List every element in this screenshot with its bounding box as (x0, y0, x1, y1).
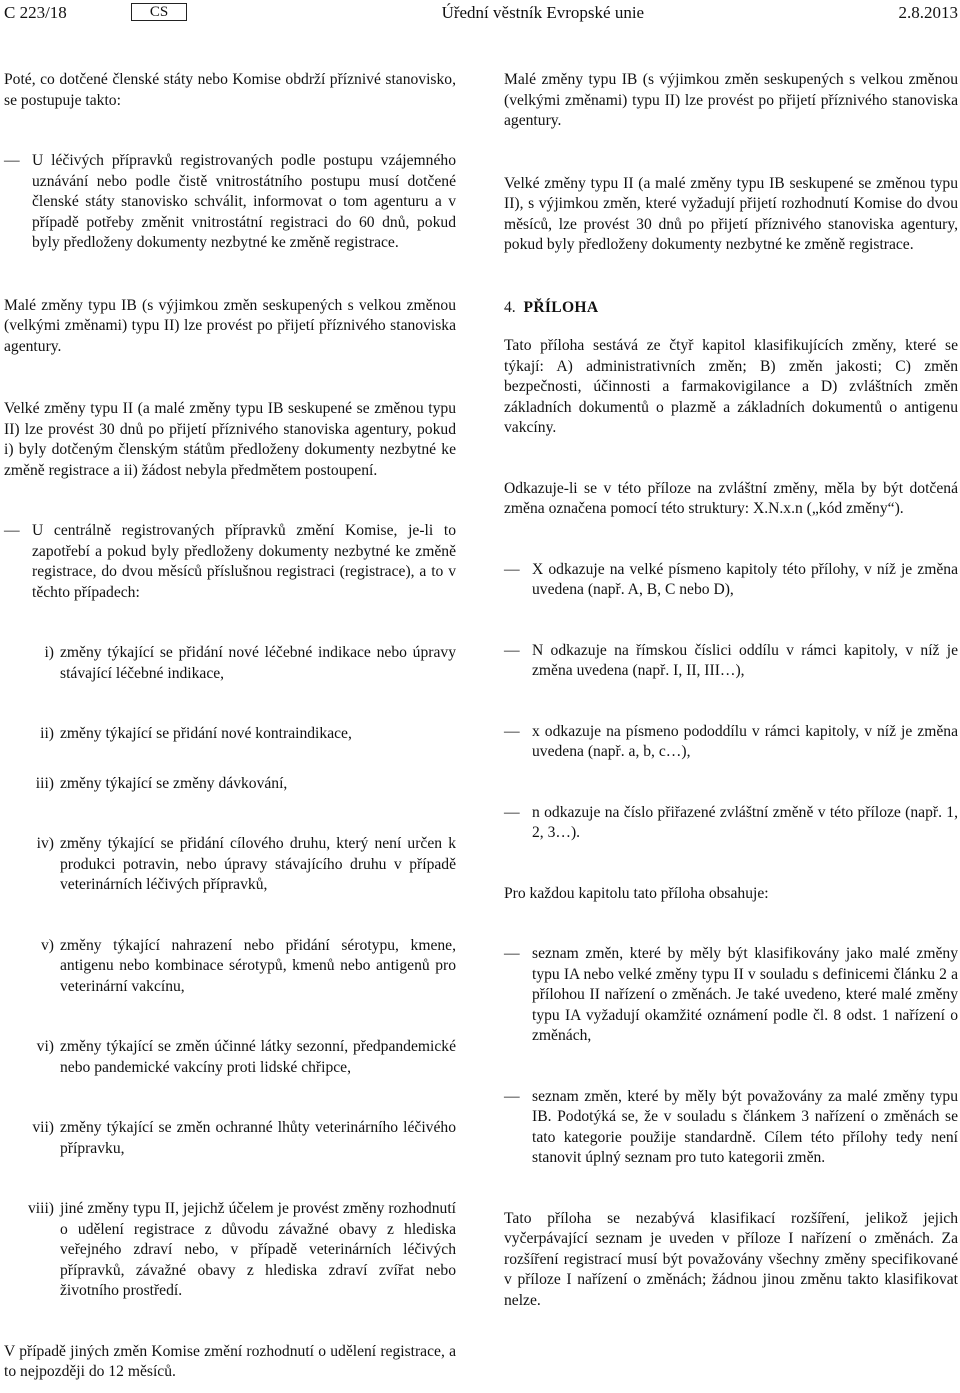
dash-mark: — (504, 1087, 520, 1105)
page-header (4, 0, 958, 29)
contents-item-text: seznam změn, které by měly být považovány za malé změny typu IB. Podotýká se, že v souladu s článkem 3 nařízení o změnách se tato kategorie použije standardně. Cílem této přílohy tedy není stanovit úplný seznam pro tuto kategorii změn. (532, 1087, 958, 1166)
dash-item-central-registration (4, 521, 456, 603)
dash-text: U centrálně registrovaných přípravků změní Komise, je-li to zapotřebí a pokud byly předloženy dokumenty nezbytné ke změně registrace, do dvou měsíců příslušnou registraci (registrace), a to v těchto případech: (32, 522, 456, 601)
dash-mark: — (504, 945, 520, 962)
list-item-text: jiné změny typu II, jejichž účelem je provést změny rozhodnutí o udělení registrace z důvodu závažné obavy z hlediska veřejného zdraví nebo, v případě veterinárních léčivých přípravků, závažné obavy z hlediska zdraví zvířat nebo životního prostředí. (60, 1200, 456, 1299)
right-column (504, 70, 958, 1311)
dash-item-mutual-recognition (4, 151, 456, 254)
list-item-text: změny týkající se přidání nové kontraindikace, (60, 725, 352, 742)
list-item (4, 724, 456, 745)
list-item-number: v) (41, 936, 54, 954)
list-item-text: změny týkající se změn účinné látky sezonní, předpandemické nebo pandemické vakcíny proti lidské chřipce, (60, 1038, 456, 1076)
code-item-text: x odkazuje na písmeno pododdílu v rámci kapitoly, v níž je změna uvedena (např. a, b, c…), (532, 722, 958, 760)
list-item-number: viii) (28, 1200, 54, 1217)
list-item (4, 774, 456, 795)
list-item-text: změny týkající nahrazení nebo přidání sérotypu, kmene, antigenu nebo kombinace sérotypů, kmenů nebo antigenů pro veterinární vakcínu, (60, 936, 456, 995)
header-left (4, 3, 187, 23)
list-item-number: iv) (36, 835, 54, 852)
dash-mark: — (504, 641, 520, 659)
section-heading (504, 298, 958, 319)
code-item (504, 641, 958, 682)
dash-mark: — (504, 803, 520, 821)
list-item-text: změny týkající se změny dávkování, (60, 774, 288, 792)
intro-paragraph: Poté, co dotčené členské státy nebo Komise obdrží příznivé stanovisko, se postupuje takto: (4, 71, 456, 109)
issue-date: 2.8.2013 (898, 3, 958, 22)
dash-mark: — (4, 152, 20, 169)
dash-mark: — (4, 522, 20, 539)
closing-paragraph: V případě jiných změn Komise změní rozhodnutí o udělení registrace, a to nejpozději do 12 měsíců. (4, 1342, 456, 1380)
annex-description: Tato příloha sestává ze čtyř kapitol klasifikujících změny, které se týkají: A) administrativních změn; B) změn jakosti; C) změn bezpečnosti, účinnosti a farmakovigilance a D) zvláštních změn základních dokumentů o plazmě a základních dokumentů o antigenu vakcíny. (504, 337, 958, 436)
minor-changes-paragraph: Malé změny typu IB (s výjimkou změn seskupených s velkou změnou (velkými změnami) typu II) lze provést po přijetí příznivého stanoviska agentury. (504, 71, 958, 129)
code-item (504, 722, 958, 763)
list-item-number: iii) (35, 774, 54, 792)
code-item (504, 560, 958, 601)
list-item-number: vi) (36, 1038, 54, 1055)
left-column (4, 70, 456, 1383)
contents-item (504, 1087, 958, 1169)
list-item-text: změny týkající se změn ochranné lhůty veterinárního léčivého přípravku, (60, 1119, 456, 1157)
list-item-number: vii) (32, 1119, 54, 1136)
list-item-text: změny týkající se přidání cílového druhu, který není určen k produkci potravin, nebo úpravy stávajícího druhu v případě veterinárních léčivých přípravků, (60, 835, 456, 893)
major-changes-paragraph: Velké změny typu II (a malé změny typu IB seskupené se změnou typu II) lze provést 30 dnů po přijetí příznivého stanoviska agentury, pokud i) byly dotčeným členským státům předloženy dokumenty nezbytné ke změně registrace a ii) žádost nebyla předmětem postoupení. (4, 400, 456, 479)
list-item-text: změny týkající se přidání nové léčebné indikace nebo úpravy stávající léčebné indikace, (60, 644, 456, 682)
journal-title: Úřední věstník Evropské unie (441, 3, 645, 22)
list-item-number: i) (44, 644, 54, 661)
dash-mark: — (504, 560, 520, 578)
list-item-number: ii) (40, 725, 54, 742)
contents-item (504, 944, 958, 1047)
reference-structure-paragraph: Odkazuje-li se v této příloze na zvláštní změny, měla by být dotčená změna označena pomocí této struktury: X.N.x.n („kód změny“). (504, 479, 958, 517)
code-item-text: X odkazuje na velké písmeno kapitoly této přílohy, v níž je změna uvedena (např. A, B, C nebo D), (532, 560, 958, 598)
page-reference: C 223/18 (4, 3, 67, 22)
contents-intro: Pro každou kapitolu tato příloha obsahuje: (504, 884, 769, 902)
section-number: 4. (504, 298, 516, 316)
section-title: PŘÍLOHA (523, 298, 599, 316)
minor-changes-paragraph: Malé změny typu IB (s výjimkou změn seskupených s velkou změnou (velkými změnami) typu II) lze provést po přijetí příznivého stanoviska agentury. (4, 296, 456, 355)
dash-mark: — (504, 722, 520, 740)
major-changes-paragraph: Velké změny typu II (a malé změny typu IB seskupené se změnou typu II), s výjimkou změn, které vyžadují přijetí rozhodnutí Komise do dvou měsíců, lze provést 30 dnů po přijetí příznivého stanoviska agentury, pokud byly předloženy dokumenty nezbytné ke změně registrace. (504, 174, 958, 253)
code-item-text: n odkazuje na číslo přiřazené zvláštní změně v této příloze (např. 1, 2, 3…). (532, 803, 958, 841)
list-item (4, 834, 456, 896)
extensions-paragraph: Tato příloha se nezabývá klasifikací rozšíření, jelikož jejich vyčerpávající seznam je uveden v příloze I nařízení o změnách. Za rozšíření registrací musí být považovány všechny změny specifikované v příloze I nařízení o změnách; žádnou jinou změnu takto klasifikovat nelze. (504, 1209, 958, 1309)
list-item (4, 1199, 456, 1302)
language-badge: CS (131, 3, 187, 21)
list-item (4, 643, 456, 684)
list-item (4, 1037, 456, 1078)
contents-item-text: seznam změn, které by měly být klasifikovány jako malé změny typu IA nebo velké změny typu II v souladu s definicemi článku 2 a přílohou II nařízení o změnách. Je také uvedeno, které malé změny typu IA vyžadují okamžité oznámení podle čl. 8 odst. 1 nařízení o změnách, (532, 945, 958, 1044)
dash-text: U léčivých přípravků registrovaných podle postupu vzájemného uznávání nebo podle čistě vnitrostátního postupu musí dotčené členské státy stanovisko schválit, informovat o tom agenturu a v případě potřeby změnit vnitrostátní registraci do 60 dnů, pokud byly předloženy dokumenty nezbytné ke změně registrace. (32, 152, 456, 251)
code-item-text: N odkazuje na římskou číslici oddílu v rámci kapitoly, v níž je změna uvedena (např. I, II, III…), (532, 641, 958, 679)
list-item (4, 1118, 456, 1159)
list-item (4, 936, 456, 998)
code-item (504, 803, 958, 844)
